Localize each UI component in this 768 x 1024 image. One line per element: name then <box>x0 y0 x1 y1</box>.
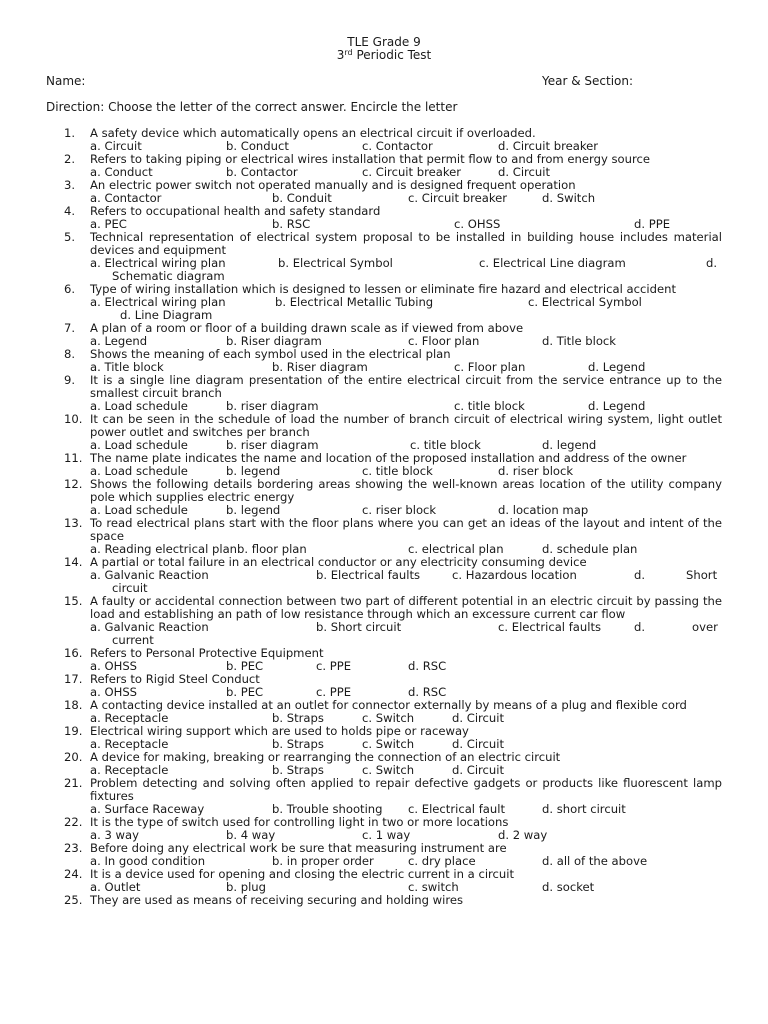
question-text: Type of wiring installation which is designed to lessen or eliminate fire hazard and electrical accident <box>90 282 676 296</box>
answer-option[interactable]: d. Switch <box>542 191 596 205</box>
answer-option[interactable]: d. <box>634 568 646 582</box>
answer-option[interactable]: b. Electrical Symbol <box>278 256 393 270</box>
question-text: Technical representation of electrical system proposal to be installed in building house includes material devices and equipment <box>90 230 722 257</box>
answer-option[interactable]: d. all of the above <box>542 854 648 868</box>
answer-option[interactable]: d. Legend <box>588 360 646 374</box>
question-number: 2. <box>64 152 76 166</box>
question-item <box>0 894 768 907</box>
question-text: It is a device used for opening and closing the electric current in a circuit <box>90 867 515 881</box>
answer-option[interactable]: d. RSC <box>408 685 447 699</box>
answer-option[interactable]: a. Load schedule <box>90 399 188 413</box>
question-text: Refers to occupational health and safety standard <box>90 204 381 218</box>
subtitle-ordinal-suffix: rd <box>344 48 353 57</box>
question-number: 25. <box>64 893 83 907</box>
answer-option[interactable]: d. Line Diagram <box>120 308 213 322</box>
answer-option[interactable]: c. PPE <box>316 659 352 673</box>
answer-option[interactable]: a. Galvanic Reaction <box>90 620 209 634</box>
answer-option[interactable]: b. Riser diagram <box>226 334 322 348</box>
question-text: A faulty or accidental connection between two part of different potential in an electric circuit by passing the load and establishing an path of low resistance through which an excessure current car flow <box>90 594 722 621</box>
answer-option[interactable]: b. Short circuit <box>316 620 402 634</box>
answer-option[interactable]: over <box>692 620 718 634</box>
question-number: 17. <box>64 672 83 686</box>
answer-option[interactable]: d. Legend <box>588 399 646 413</box>
question-number: 4. <box>64 204 76 218</box>
answer-option[interactable]: c. title block <box>454 399 525 413</box>
answer-option[interactable]: b. Electrical faults <box>316 568 421 582</box>
question-item <box>0 595 768 647</box>
question-item <box>0 816 768 842</box>
question-text: An electric power switch not operated manually and is designed frequent operation <box>90 178 576 192</box>
page-title: TLE Grade 9 <box>347 35 421 49</box>
subtitle-ordinal: 3 <box>336 48 345 62</box>
answer-option[interactable]: a. Electrical wiring plan <box>90 256 226 270</box>
answer-option[interactable]: b. Riser diagram <box>272 360 368 374</box>
question-item <box>0 127 768 153</box>
answer-option[interactable]: d. Circuit <box>452 711 505 725</box>
answer-option[interactable]: d. Circuit <box>452 737 505 751</box>
answer-option[interactable]: c. Switch <box>362 711 415 725</box>
question-item <box>0 777 768 816</box>
answer-option[interactable]: d. <box>706 256 718 270</box>
answer-option[interactable]: a. OHSS <box>90 659 138 673</box>
answer-option[interactable]: c. electrical plan <box>408 542 504 556</box>
answer-option[interactable]: a. In good condition <box>90 854 206 868</box>
question-text: A contacting device installed at an outlet for connector externally by means of a plug and flexible cord <box>90 698 687 712</box>
question-number: 1. <box>64 126 76 140</box>
question-text: Problem detecting and solving often applied to repair defective gadgets or products like fluorescent lamp fixtures <box>90 776 722 803</box>
question-item <box>0 725 768 751</box>
answer-option[interactable]: a. Title block <box>90 360 164 374</box>
answer-option[interactable]: c. Switch <box>362 763 415 777</box>
question-text: A safety device which automatically opens an electrical circuit if overloaded. <box>90 126 536 140</box>
answer-option[interactable]: b. Straps <box>272 711 324 725</box>
question-number: 24. <box>64 867 83 881</box>
answer-option[interactable]: c. Electrical Symbol <box>528 295 642 309</box>
question-number: 18. <box>64 698 83 712</box>
answer-option[interactable]: b. in proper order <box>272 854 374 868</box>
answer-option[interactable]: a. Load schedule <box>90 438 188 452</box>
answer-option[interactable]: c. Electrical fault <box>408 802 506 816</box>
question-item <box>0 556 768 595</box>
answer-option[interactable]: c. 1 way <box>362 828 411 842</box>
answer-option[interactable]: c. Switch <box>362 737 415 751</box>
direction-text: Direction: Choose the letter of the correct answer. Encircle the letter <box>46 100 458 114</box>
question-number: 19. <box>64 724 83 738</box>
answer-option[interactable]: b. Conduct <box>226 139 289 153</box>
question-item <box>0 153 768 179</box>
answer-option[interactable]: b. RSC <box>272 217 311 231</box>
answer-option[interactable]: Short <box>686 568 718 582</box>
answer-options <box>0 621 768 647</box>
question-number: 10. <box>64 412 83 426</box>
answer-option[interactable]: b. Straps <box>272 737 324 751</box>
question-text: Shows the following details bordering areas showing the well-known areas location of the utility company pole which supplies electric energy <box>90 477 722 504</box>
answer-option[interactable]: b. PEC <box>226 685 264 699</box>
answer-option[interactable]: b. plug <box>226 880 267 894</box>
answer-option[interactable]: d. PPE <box>634 217 671 231</box>
question-text: Refers to Personal Protective Equipment <box>90 646 324 660</box>
answer-option[interactable]: a. Surface Raceway <box>90 802 205 816</box>
answer-option[interactable]: d. Circuit <box>452 763 505 777</box>
question-number: 20. <box>64 750 83 764</box>
question-number: 3. <box>64 178 76 192</box>
question-text: To read electrical plans start with the floor plans where you can get an ideas of the layout and intent of the space <box>90 516 722 543</box>
question-number: 22. <box>64 815 83 829</box>
answer-option[interactable]: d. legend <box>542 438 597 452</box>
answer-option[interactable]: c. switch <box>408 880 459 894</box>
question-text: It is a single line diagram presentation of the entire electrical circuit from the service entrance up to the smallest circuit branch <box>90 373 722 400</box>
answer-option[interactable]: circuit <box>112 581 148 595</box>
question-item <box>0 322 768 348</box>
question-text: They are used as means of receiving securing and holding wires <box>90 893 464 907</box>
answer-option[interactable]: c. dry place <box>408 854 476 868</box>
question-item <box>0 517 768 556</box>
answer-option[interactable]: d. socket <box>542 880 595 894</box>
answer-option[interactable]: a. Load schedule <box>90 503 188 517</box>
answer-option[interactable]: d. location map <box>498 503 589 517</box>
question-number: 16. <box>64 646 83 660</box>
question-text: Before doing any electrical work be sure that measuring instrument are <box>90 841 507 855</box>
answer-option[interactable]: a. Contactor <box>90 191 162 205</box>
answer-option[interactable]: c. OHSS <box>454 217 501 231</box>
answer-option[interactable]: c. Floor plan <box>454 360 526 374</box>
answer-option[interactable]: c. Circuit breaker <box>408 191 508 205</box>
question-text: Refers to Rigid Steel Conduct <box>90 672 260 686</box>
question-item <box>0 283 768 322</box>
question-number: 21. <box>64 776 83 790</box>
answer-option[interactable]: c. Electrical Line diagram <box>479 256 626 270</box>
answer-option[interactable]: d. schedule plan <box>542 542 638 556</box>
answer-option[interactable]: c. Floor plan <box>408 334 480 348</box>
question-text: It can be seen in the schedule of load the number of branch circuit of electrical wiring system, light outlet power outlet and switches per branch <box>90 412 722 439</box>
answer-option[interactable]: c. title block <box>362 464 433 478</box>
question-item <box>0 673 768 699</box>
question-item <box>0 647 768 673</box>
answer-option[interactable]: a. PEC <box>90 217 127 231</box>
answer-option[interactable]: b. Conduit <box>272 191 332 205</box>
question-item <box>0 348 768 374</box>
year-section-label: Year & Section: <box>542 74 634 88</box>
question-item <box>0 868 768 894</box>
answer-option[interactable]: b. Electrical Metallic Tubing <box>275 295 434 309</box>
answer-option[interactable]: a. Load schedule <box>90 464 188 478</box>
name-label: Name: <box>46 74 86 88</box>
question-text: It is the type of switch used for controlling light in two or more locations <box>90 815 509 829</box>
answer-option[interactable]: a. Receptacle <box>90 711 169 725</box>
answer-option[interactable]: d. <box>634 620 646 634</box>
answer-option[interactable]: a. Conduct <box>90 165 153 179</box>
answer-option[interactable]: b. riser diagram <box>226 438 319 452</box>
answer-option[interactable]: d. RSC <box>408 659 447 673</box>
question-item <box>0 699 768 725</box>
question-item <box>0 751 768 777</box>
answer-option[interactable]: c. Hazardous location <box>452 568 577 582</box>
question-item <box>0 179 768 205</box>
answer-option[interactable]: d. Circuit breaker <box>498 139 599 153</box>
answer-option[interactable]: d. short circuit <box>542 802 626 816</box>
answer-option[interactable]: d. Circuit <box>498 165 551 179</box>
question-number: 12. <box>64 477 83 491</box>
answer-option[interactable]: b. Contactor <box>226 165 298 179</box>
question-item <box>0 231 768 283</box>
question-item <box>0 374 768 413</box>
answer-option[interactable]: d. 2 way <box>498 828 548 842</box>
question-number: 14. <box>64 555 83 569</box>
answer-option[interactable]: a. Electrical wiring plan <box>90 295 226 309</box>
answer-option[interactable]: b. legend <box>226 503 281 517</box>
answer-option[interactable]: a. Receptacle <box>90 737 169 751</box>
question-text: Shows the meaning of each symbol used in the electrical plan <box>90 347 451 361</box>
answer-option[interactable]: b. riser diagram <box>226 399 319 413</box>
answer-option[interactable]: a. Galvanic Reaction <box>90 568 209 582</box>
answer-option[interactable]: b. PEC <box>226 659 264 673</box>
answer-option[interactable]: a. Legend <box>90 334 148 348</box>
answer-option[interactable]: b. 4 way <box>226 828 276 842</box>
question-number: 15. <box>64 594 83 608</box>
answer-options <box>0 257 768 283</box>
question-number: 13. <box>64 516 83 530</box>
question-item <box>0 478 768 517</box>
answer-option[interactable]: current <box>112 633 154 647</box>
answer-option[interactable]: a. OHSS <box>90 685 138 699</box>
question-number: 23. <box>64 841 83 855</box>
answer-option[interactable]: c. Electrical faults <box>498 620 602 634</box>
question-number: 8. <box>64 347 76 361</box>
answer-option[interactable]: Schematic diagram <box>112 269 225 283</box>
answer-option[interactable]: a. 3 way <box>90 828 139 842</box>
question-number: 9. <box>64 373 76 387</box>
answer-option[interactable]: a. Reading electrical planb. floor plan <box>90 542 307 556</box>
answer-option[interactable]: a. Circuit <box>90 139 142 153</box>
answer-option[interactable]: d. riser block <box>498 464 574 478</box>
question-text: The name plate indicates the name and location of the proposed installation and address of the owner <box>90 451 687 465</box>
question-text: Electrical wiring support which are used to holds pipe or raceway <box>90 724 469 738</box>
question-list <box>0 127 768 907</box>
question-item <box>0 413 768 452</box>
answer-options <box>0 569 768 595</box>
answer-option[interactable]: c. Circuit breaker <box>362 165 462 179</box>
question-item <box>0 452 768 478</box>
answer-option[interactable]: c. PPE <box>316 685 352 699</box>
question-text: Refers to taking piping or electrical wires installation that permit flow to and from energy source <box>90 152 650 166</box>
question-text: A device for making, breaking or rearranging the connection of an electric circuit <box>90 750 561 764</box>
subtitle-text: Periodic Test <box>352 48 432 62</box>
question-item <box>0 205 768 231</box>
answer-option[interactable]: c. riser block <box>362 503 437 517</box>
question-number: 7. <box>64 321 76 335</box>
question-number: 11. <box>64 451 83 465</box>
answer-option[interactable]: c. Contactor <box>362 139 433 153</box>
question-item <box>0 842 768 868</box>
answer-options <box>0 296 768 322</box>
question-number: 6. <box>64 282 76 296</box>
answer-option[interactable]: d. Title block <box>542 334 617 348</box>
answer-option[interactable]: b. Trouble shooting <box>272 802 383 816</box>
answer-option[interactable]: a. Outlet <box>90 880 141 894</box>
answer-option[interactable]: a. Receptacle <box>90 763 169 777</box>
page-subtitle <box>0 49 768 62</box>
question-text: A partial or total failure in an electrical conductor or any electricity consuming device <box>90 555 587 569</box>
answer-option[interactable]: b. Straps <box>272 763 324 777</box>
question-text: A plan of a room or floor of a building drawn scale as if viewed from above <box>90 321 524 335</box>
question-number: 5. <box>64 230 76 244</box>
answer-option[interactable]: c. title block <box>410 438 481 452</box>
answer-option[interactable]: b. legend <box>226 464 281 478</box>
